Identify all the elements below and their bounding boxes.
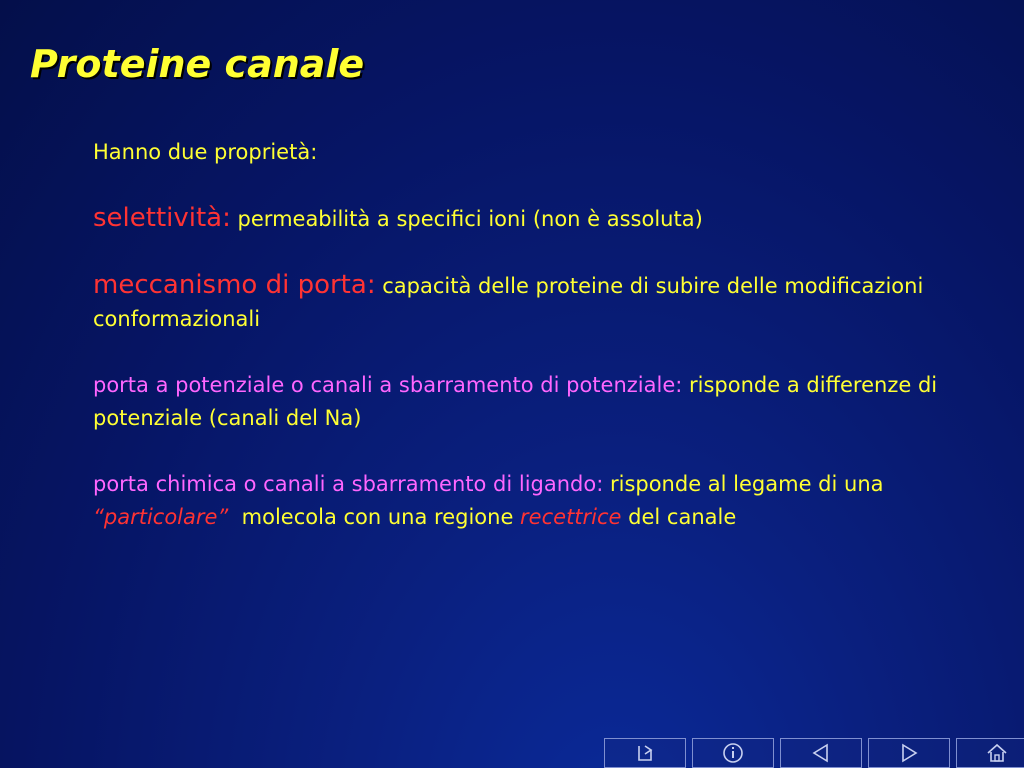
intro-text: Hanno due proprietà: [93, 140, 318, 164]
term-selettivita: selettività: [93, 203, 231, 233]
slide-title: Proteine canale [30, 42, 365, 86]
term-porta-potenziale: porta a potenziale o canali a sbarramento di potenziale: [93, 373, 683, 397]
info-icon [721, 742, 745, 764]
term-porta-chimica: porta chimica o canali a sbarramento di ligando: [93, 472, 604, 496]
next-button[interactable] [868, 738, 950, 768]
return-button[interactable] [604, 738, 686, 768]
home-icon [985, 742, 1009, 764]
desc-porta-chimica-1: risponde al legame di una [603, 472, 884, 496]
item-porta-potenziale [93, 369, 993, 435]
desc-porta-chimica-3: del canale [621, 505, 737, 529]
desc-selettivita: permeabilità a specifici ioni (non è assoluta) [230, 207, 703, 231]
next-icon [897, 742, 921, 764]
property-meccanismo [93, 269, 993, 336]
home-button[interactable] [956, 738, 1024, 768]
desc-porta-potenziale: risponde a differenze di potenziale (canali del Na) [93, 373, 938, 430]
desc-porta-chimica-2: molecola con una regione [228, 505, 521, 529]
term-meccanismo: meccanismo di porta: [93, 270, 376, 300]
previous-icon [809, 742, 833, 764]
highlight-particolare: “particolare” [93, 505, 229, 529]
info-button[interactable] [692, 738, 774, 768]
previous-button[interactable] [780, 738, 862, 768]
navigation-bar [604, 738, 1024, 768]
desc-meccanismo: capacità delle proteine di subire delle modificazioni conformazionali [93, 274, 924, 331]
slide-content [93, 136, 993, 567]
return-icon [633, 742, 657, 764]
item-porta-chimica [93, 468, 993, 534]
property-selettivita [93, 202, 993, 236]
highlight-recettrice: recettrice [520, 505, 622, 529]
